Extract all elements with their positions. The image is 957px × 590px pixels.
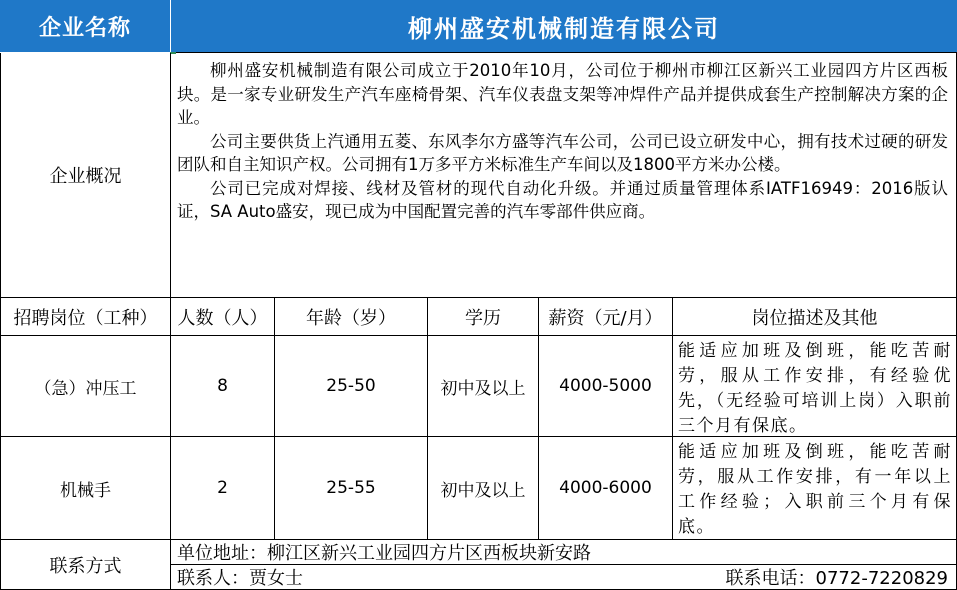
table-row-salary: 4000-6000 xyxy=(539,437,673,540)
table-row-count: 8 xyxy=(171,336,275,437)
table-row-position: （急）冲压工 xyxy=(0,336,171,437)
contact-person: 联系人：贾女士 xyxy=(177,568,303,589)
overview-label: 企业概况 xyxy=(0,53,171,298)
table-row-education: 初中及以上 xyxy=(428,336,539,437)
contact-person-cell xyxy=(171,565,957,590)
col-header-position: 招聘岗位（工种） xyxy=(0,298,171,336)
overview-paragraph: 公司已完成对焊接、线材及管材的现代自动化升级。并通过质量管理体系IATF16949：2016版认证，SA Auto盛安，现已成为中国配置完善的汽车零部件供应商。 xyxy=(177,178,948,221)
col-header-salary: 薪资（元/月） xyxy=(539,298,673,336)
overview-paragraph: 柳州盛安机械制造有限公司成立于2010年10月，公司位于柳州市柳江区新兴工业园四方片区西板块。是一家专业研发生产汽车座椅骨架、汽车仪表盘支架等冲焊件产品并提供成套生产控制解决方案的企业。 xyxy=(177,61,948,127)
contact-phone: 联系电话：0772-7220829 xyxy=(725,568,948,589)
table-row-age: 25-50 xyxy=(275,336,428,437)
overview-paragraph: 公司主要供货上汽通用五菱、东风李尔方盛等汽车公司，公司已设立研发中心，拥有技术过硬的研发团队和自主知识产权。公司拥有1万多平方米标准生产车间以及1800平方米办公楼。 xyxy=(177,131,948,174)
table-row-position: 机械手 xyxy=(0,437,171,540)
contact-address-line xyxy=(171,540,956,564)
table-row-salary: 4000-5000 xyxy=(539,336,673,437)
table-row-description: 能适应加班及倒班，能吃苦耐劳，服从工作安排，有经验优先，（无经验可培训上岗）入职前三个月有保底。 xyxy=(673,336,957,437)
contact-address-cell xyxy=(171,540,957,565)
col-header-education: 学历 xyxy=(428,298,539,336)
overview-text xyxy=(171,53,957,298)
table-row-age: 25-55 xyxy=(275,437,428,540)
table-row-education: 初中及以上 xyxy=(428,437,539,540)
col-header-age: 年龄（岁） xyxy=(275,298,428,336)
table-row-count: 2 xyxy=(171,437,275,540)
col-header-description: 岗位描述及其他 xyxy=(673,298,957,336)
contact-address: 单位地址：柳江区新兴工业园四方片区西板块新安路 xyxy=(177,543,591,564)
col-header-count: 人数（人） xyxy=(171,298,275,336)
company-name-label: 企业名称 xyxy=(0,0,171,53)
table-row-description: 能适应加班及倒班，能吃苦耐劳，服从工作安排，有一年以上工作经验；入职前三个月有保底。 xyxy=(673,437,957,540)
contact-person-line xyxy=(171,565,956,589)
company-name: 柳州盛安机械制造有限公司 xyxy=(171,0,957,53)
contact-label: 联系方式 xyxy=(0,540,171,590)
